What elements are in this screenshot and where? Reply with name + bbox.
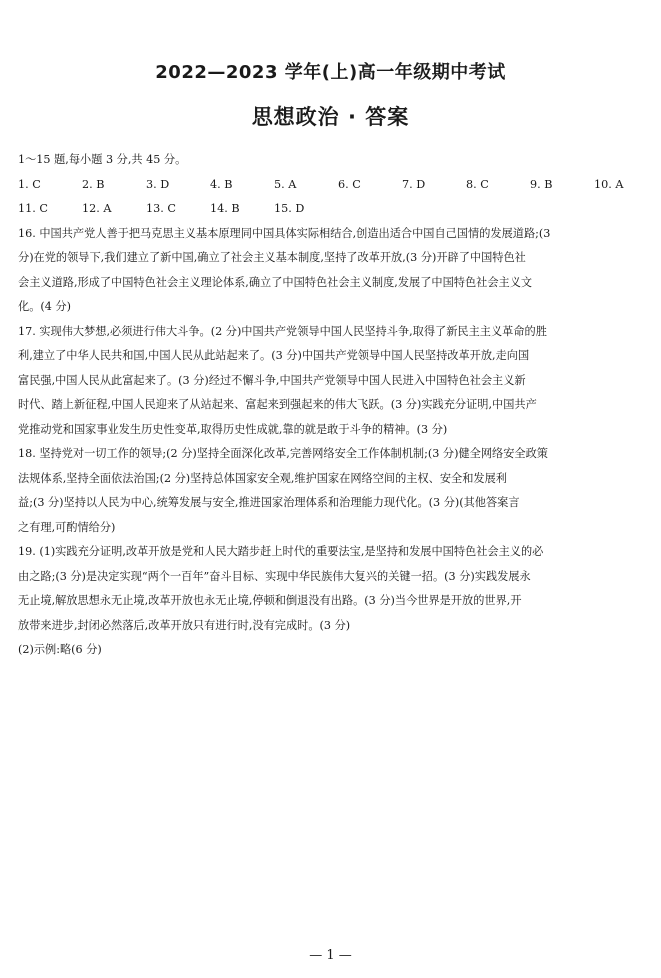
- subject-subtitle: 思想政治 · 答案: [251, 105, 410, 129]
- answer-16: [18, 222, 646, 320]
- answer-17: [18, 320, 646, 443]
- answer-line: 放带来进步,封闭必然落后,改革开放只有进行时,没有完成时。(3 分): [18, 618, 351, 632]
- mc-answer-row-2: [18, 197, 646, 222]
- mc-answer: 9. B: [530, 177, 553, 191]
- answer-line: 时代、踏上新征程,中国人民迎来了从站起来、富起来到强起来的伟大飞跃。(3 分)实践充分证明,中国共产: [18, 398, 537, 411]
- mc-answer: 6. C: [338, 177, 361, 191]
- mc-answer: 8. C: [466, 177, 489, 191]
- answer-line: 富民强,中国人民从此富起来了。(3 分)经过不懈斗争,中国共产党领导中国人民进入中国特色社会主义新: [18, 373, 526, 387]
- mc-answer: 4. B: [210, 177, 233, 191]
- mc-answer: 14. B: [210, 202, 240, 215]
- answer-line: 分)在党的领导下,我们建立了新中国,确立了社会主义基本制度,坚持了改革开放,(3 分)开辟了中国特色社: [18, 251, 526, 264]
- answer-line: 法规体系,坚持全面依法治国;(2 分)坚持总体国家安全观,维护国家在网络空间的主权、安全和发展利: [18, 471, 507, 485]
- mc-answer: 5. A: [274, 177, 297, 191]
- mc-answer: 13. C: [146, 202, 176, 215]
- answer-line-part-2: (2)示例:略(6 分): [18, 643, 102, 656]
- answer-line: 之有理,可酌情给分): [18, 520, 116, 534]
- mc-answer: 3. D: [146, 177, 170, 191]
- answer-line: 16. 中国共产党人善于把马克思主义基本原理同中国具体实际相结合,创造出适合中国自己国情的发展道路;(3: [18, 226, 551, 240]
- answer-line: 会主义道路,形成了中国特色社会主义理论体系,确立了中国特色社会主义制度,发展了中国特色社会主义文: [18, 275, 533, 289]
- answer-line: 19. (1)实践充分证明,改革开放是党和人民大踏步赶上时代的重要法宝,是坚持和发展中国特色社会主义的必: [18, 545, 544, 558]
- answer-line: 由之路;(3 分)是决定实现“两个一百年”奋斗目标、实现中华民族伟大复兴的关键一招。(3 分)实践发展永: [18, 569, 531, 583]
- page-number: — 1 —: [309, 948, 352, 963]
- answer-line: 益;(3 分)坚持以人民为中心,统筹发展与安全,推进国家治理体系和治理能力现代化。(3 分)(其他答案言: [18, 496, 520, 509]
- answer-18: [18, 442, 646, 540]
- mc-answer: 7. D: [402, 177, 426, 191]
- answer-content: [18, 148, 646, 663]
- mc-answer: 2. B: [82, 177, 105, 191]
- answer-line: 党推动党和国家事业发生历史性变革,取得历史性成就,靠的就是敢于斗争的精神。(3 分): [18, 422, 448, 436]
- mc-answer: 15. D: [274, 202, 305, 215]
- mc-intro: 1～15 题,每小题 3 分,共 45 分。: [18, 153, 187, 166]
- answer-line: 无止境,解放思想永无止境,改革开放也永无止境,停顿和倒退没有出路。(3 分)当今世界是开放的世界,开: [18, 594, 522, 607]
- answer-line: 利,建立了中华人民共和国,中国人民从此站起来了。(3 分)中国共产党领导中国人民坚持改革开放,走向国: [18, 349, 530, 362]
- answer-line: 化。(4 分): [18, 300, 71, 313]
- exam-title: 2022—2023 学年(上)高一年级期中考试: [155, 62, 506, 83]
- mc-answer-row-1: [18, 173, 646, 198]
- mc-answer: 12. A: [82, 202, 112, 215]
- answer-line: 18. 坚持党对一切工作的领导;(2 分)坚持全面深化改革,完善网络安全工作体制机制;(3 分)健全网络安全政策: [18, 447, 548, 460]
- answer-19: [18, 540, 646, 663]
- mc-answer: 10. A: [594, 177, 624, 191]
- answer-line: 17. 实现伟大梦想,必须进行伟大斗争。(2 分)中国共产党领导中国人民坚持斗争,取得了新民主主义革命的胜: [18, 324, 547, 338]
- mc-answer: 11. C: [18, 202, 48, 215]
- mc-answer: 1. C: [18, 177, 41, 191]
